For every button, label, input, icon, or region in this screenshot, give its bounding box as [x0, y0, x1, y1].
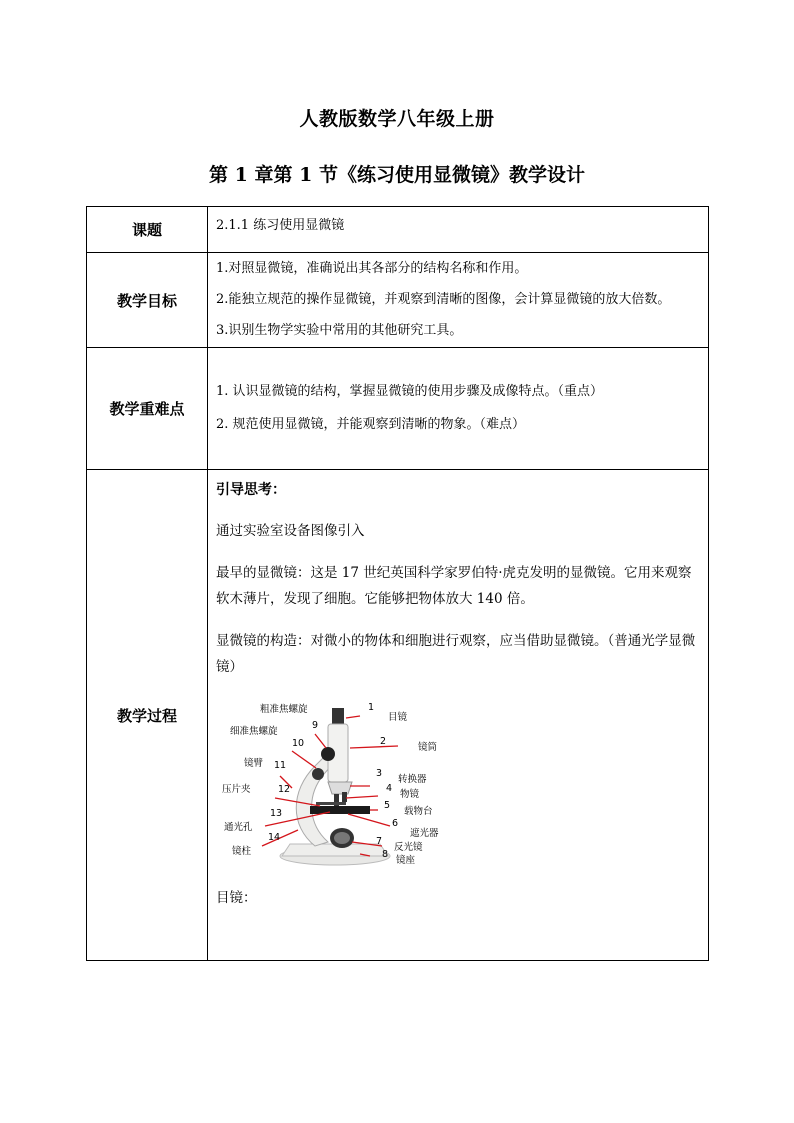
objective-item: 2.能独立规范的操作显微镜，并观察到清晰的图像，会计算显微镜的放大倍数。 — [216, 292, 671, 307]
row-label-objectives: 教学目标 — [87, 253, 208, 348]
process-paragraph: 最早的显微镜：这是 17 世纪英国科学家罗伯特·虎克发明的显微镜。它用来观察软木薄片，发现了细胞。它能够把物体放大 140 倍。 — [216, 565, 692, 607]
label-number: 1 — [368, 702, 375, 713]
objective-item: 3.识别生物学实验中常用的其他研究工具。 — [216, 323, 463, 338]
label-number: 7 — [376, 836, 383, 847]
document-subtitle: 第 1 章第 1 节《练习使用显微镜》教学设计 — [209, 164, 585, 186]
table-row-topic — [87, 207, 709, 253]
label-base: 镜座 — [396, 855, 416, 866]
process-paragraph: 显微镜的构造：对微小的物体和细胞进行观察，应当借助显微镜。（普通光学显微镜） — [216, 633, 696, 675]
label-clip: 压片夹 — [222, 784, 251, 795]
label-number: 14 — [268, 832, 281, 843]
objective-item: 1.对照显微镜，准确说出其各部分的结构名称和作用。 — [216, 261, 528, 276]
label-number: 2 — [380, 736, 387, 747]
label-number: 5 — [384, 800, 391, 811]
row-label-topic: 课题 — [87, 207, 208, 253]
label-pillar: 镜柱 — [232, 846, 252, 857]
label-eyepiece: 目镜 — [388, 712, 408, 723]
label-diaphragm: 遮光器 — [410, 828, 439, 839]
label-number: 6 — [392, 818, 399, 829]
process-footer: 目镜： — [216, 890, 257, 906]
process-heading: 引导思考： — [216, 482, 286, 498]
label-aperture: 通光孔 — [224, 822, 253, 833]
lesson-plan-table — [86, 206, 709, 961]
row-label-process: 教学过程 — [87, 470, 208, 961]
label-number: 11 — [274, 760, 287, 771]
label-tube: 镜筒 — [418, 742, 438, 753]
label-objective: 物镜 — [400, 789, 420, 800]
table-row-objectives — [87, 253, 709, 348]
label-number: 12 — [278, 784, 291, 795]
keypoint-item: 1. 认识显微镜的结构，掌握显微镜的使用步骤及成像特点。（重点） — [216, 384, 604, 399]
table-row-process — [87, 470, 709, 961]
label-number: 9 — [312, 720, 319, 731]
label-number: 10 — [292, 738, 305, 749]
label-number: 4 — [386, 783, 393, 794]
label-fine-focus: 细准焦螺旋 — [230, 726, 278, 737]
label-number: 13 — [270, 808, 283, 819]
label-stage: 载物台 — [404, 806, 433, 817]
label-arm: 镜臂 — [244, 758, 264, 769]
row-label-keypoints: 教学重难点 — [87, 348, 208, 470]
label-coarse-focus: 粗准焦螺旋 — [260, 704, 308, 715]
table-row-keypoints — [87, 348, 709, 470]
label-converter: 转换器 — [398, 774, 427, 785]
microscope-figure — [220, 696, 480, 871]
label-number: 3 — [376, 768, 383, 779]
keypoint-item: 2. 规范使用显微镜，并能观察到清晰的物象。（难点） — [216, 417, 526, 432]
document-title: 人教版数学八年级上册 — [299, 108, 495, 130]
microscope-diagram — [220, 696, 480, 871]
label-mirror: 反光镜 — [394, 842, 423, 853]
label-number: 8 — [382, 849, 389, 860]
topic-value: 2.1.1 练习使用显微镜 — [216, 218, 345, 233]
process-paragraph: 通过实验室设备图像引入 — [216, 523, 365, 539]
